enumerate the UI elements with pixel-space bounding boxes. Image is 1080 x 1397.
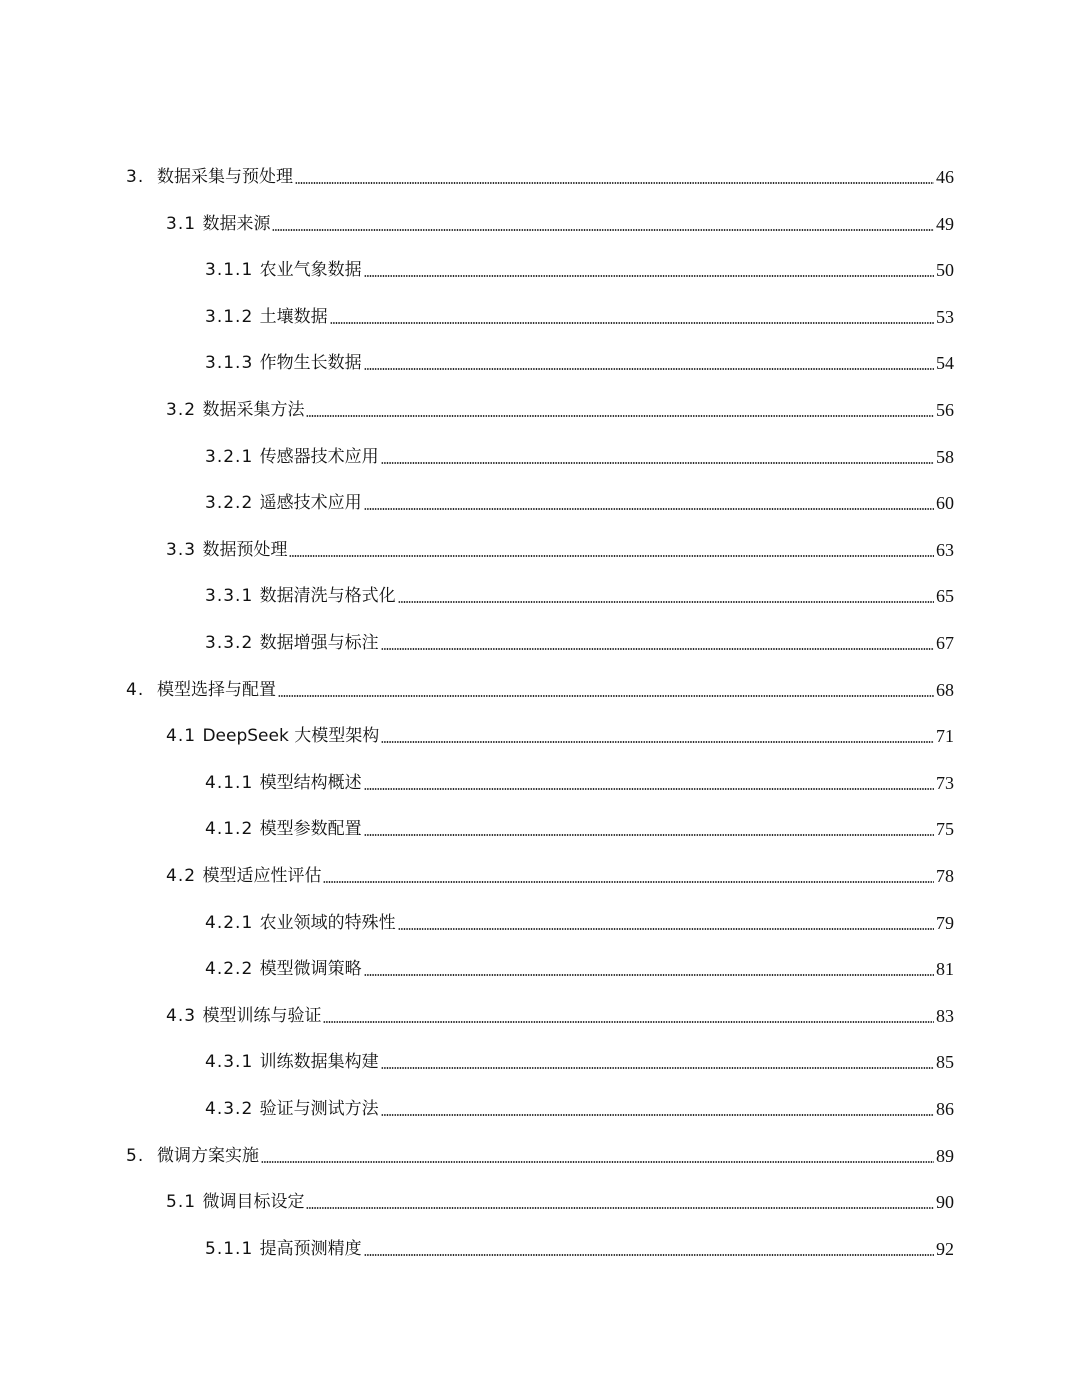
toc-entry-page-number: 86	[936, 1099, 954, 1119]
toc-entry-page-number: 90	[936, 1192, 954, 1213]
toc-entry-title: 验证与测试方法	[259, 1099, 379, 1119]
toc-entry[interactable]	[126, 1137, 954, 1167]
toc-entry-number: 5.1.1	[205, 1238, 260, 1259]
toc-entry-title: 数据清洗与格式化	[259, 586, 396, 607]
toc-entry[interactable]	[205, 344, 954, 374]
toc-entry-number: 4.2	[166, 866, 203, 886]
dot-leader	[364, 368, 934, 370]
toc-entry[interactable]	[166, 857, 954, 887]
toc-entry[interactable]	[205, 810, 954, 840]
toc-entry-page-number: 68	[936, 679, 954, 700]
toc-entry-page-number: 53	[936, 306, 954, 327]
toc-entry-page-number: 92	[936, 1238, 954, 1259]
toc-entry[interactable]	[205, 484, 954, 514]
toc-entry-title: 训练数据集构建	[259, 1052, 379, 1073]
toc-entry-title: 模型微调策略	[259, 959, 362, 980]
toc-entry-title: 提高预测精度	[259, 1238, 362, 1259]
toc-entry-title: 微调目标设定	[202, 1192, 305, 1213]
toc-entry-page-number: 60	[936, 493, 954, 514]
toc-entry[interactable]	[205, 1090, 954, 1120]
toc-entry-number: 3.	[126, 167, 145, 187]
toc-entry[interactable]	[205, 764, 954, 794]
dot-leader	[323, 1021, 934, 1023]
toc-entry-number: 3.1.1	[205, 260, 260, 281]
dot-leader	[381, 462, 934, 464]
toc-entry-title: DeepSeek 大模型架构	[202, 726, 380, 747]
toc-entry-page-number: 56	[936, 400, 954, 420]
toc-entry-page-number: 49	[936, 213, 954, 234]
dot-leader	[289, 555, 934, 557]
toc-entry-title: 模型选择与配置	[157, 679, 276, 700]
toc-entry[interactable]	[205, 1230, 954, 1260]
toc-entry-title: 微调方案实施	[157, 1145, 259, 1166]
toc-entry-number: 3.2.1	[205, 446, 260, 467]
toc-entry-title: 数据来源	[202, 213, 271, 234]
toc-entry-title: 遥感技术应用	[259, 493, 362, 514]
toc-entry-title: 土壤数据	[259, 306, 328, 327]
toc-entry-number: 3.1.2	[205, 306, 260, 327]
toc-entry[interactable]	[205, 298, 954, 328]
dot-leader	[306, 1207, 934, 1209]
toc-entry-number: 3.1	[166, 213, 203, 234]
toc-entry[interactable]	[205, 251, 954, 281]
dot-leader	[323, 881, 934, 883]
toc-entry-title: 传感器技术应用	[259, 446, 379, 467]
toc-entry-title: 数据采集方法	[202, 400, 305, 420]
toc-entry-title: 模型参数配置	[259, 819, 362, 840]
dot-leader	[272, 229, 934, 231]
dot-leader	[381, 1067, 934, 1069]
toc-entry[interactable]	[205, 577, 954, 607]
toc-entry[interactable]	[166, 205, 954, 235]
toc-entry-page-number: 65	[936, 586, 954, 607]
dot-leader	[398, 928, 934, 930]
toc-entry-title: 模型结构概述	[259, 772, 362, 793]
toc-entry-number: 4.1.2	[205, 819, 260, 840]
toc-entry[interactable]	[166, 391, 954, 421]
toc-entry-page-number: 71	[936, 726, 954, 747]
toc-entry-number: 5.	[126, 1145, 145, 1166]
toc-entry-title: 数据增强与标注	[259, 633, 379, 653]
toc-entry[interactable]	[205, 438, 954, 468]
toc-entry-page-number: 63	[936, 539, 954, 560]
toc-entry-page-number: 54	[936, 353, 954, 374]
toc-entry-number: 4.3	[166, 1005, 203, 1026]
toc-entry-page-number: 79	[936, 912, 954, 933]
toc-entry-page-number: 85	[936, 1052, 954, 1073]
dot-leader	[364, 1254, 934, 1256]
toc-entry-number: 3.1.3	[205, 353, 260, 374]
toc-entry-title: 作物生长数据	[259, 353, 362, 374]
toc-entry[interactable]	[166, 1183, 954, 1213]
toc-entry[interactable]	[166, 531, 954, 561]
toc-entry-page-number: 67	[936, 633, 954, 653]
toc-entry-page-number: 46	[936, 167, 954, 187]
toc-entry-number: 4.3.2	[205, 1099, 260, 1119]
dot-leader	[278, 695, 934, 697]
toc-entry-page-number: 89	[936, 1145, 954, 1166]
dot-leader	[261, 1161, 934, 1163]
toc-entry-page-number: 83	[936, 1005, 954, 1026]
dot-leader	[364, 834, 934, 836]
toc-entry-number: 4.1	[166, 726, 203, 747]
toc-entry-title: 数据预处理	[202, 539, 288, 560]
toc-entry-number: 3.3.1	[205, 586, 260, 607]
toc-entry[interactable]	[166, 717, 954, 747]
toc-entry-number: 3.3	[166, 539, 203, 560]
toc-entry[interactable]	[205, 904, 954, 934]
dot-leader	[295, 182, 934, 184]
dot-leader	[381, 1114, 934, 1116]
dot-leader	[364, 508, 934, 510]
toc-entry-page-number: 58	[936, 446, 954, 467]
toc-entry-number: 4.3.1	[205, 1052, 260, 1073]
toc-entry-number: 4.	[126, 679, 145, 700]
toc-entry-title: 数据采集与预处理	[157, 167, 293, 187]
toc-entry[interactable]	[166, 997, 954, 1027]
toc-entry-page-number: 78	[936, 866, 954, 886]
toc-entry-page-number: 50	[936, 260, 954, 281]
toc-entry[interactable]	[126, 671, 954, 701]
toc-entry-number: 4.1.1	[205, 772, 260, 793]
dot-leader	[330, 322, 934, 324]
toc-entry-number: 3.2	[166, 400, 203, 420]
dot-leader	[306, 415, 934, 417]
toc-entry-title: 农业气象数据	[259, 260, 362, 281]
toc-entry-page-number: 73	[936, 772, 954, 793]
toc-entry[interactable]	[205, 950, 954, 980]
dot-leader	[364, 788, 934, 790]
dot-leader	[398, 601, 934, 603]
toc-entry[interactable]	[205, 624, 954, 654]
toc-entry[interactable]	[205, 1043, 954, 1073]
toc-entry-title: 模型训练与验证	[202, 1005, 322, 1026]
toc-entry-number: 5.1	[166, 1192, 203, 1213]
toc-entry-title: 农业领域的特殊性	[259, 912, 396, 933]
dot-leader	[364, 974, 934, 976]
toc-entry-number: 4.2.2	[205, 959, 260, 980]
dot-leader	[381, 648, 934, 650]
toc-entry-number: 3.3.2	[205, 633, 260, 653]
toc-entry-title: 模型适应性评估	[202, 866, 322, 886]
dot-leader	[381, 741, 934, 743]
toc-entry-page-number: 75	[936, 819, 954, 840]
toc-entry[interactable]	[126, 158, 954, 188]
toc-entry-number: 3.2.2	[205, 493, 260, 514]
toc-entry-page-number: 81	[936, 959, 954, 980]
toc-entry-number: 4.2.1	[205, 912, 260, 933]
dot-leader	[364, 275, 934, 277]
